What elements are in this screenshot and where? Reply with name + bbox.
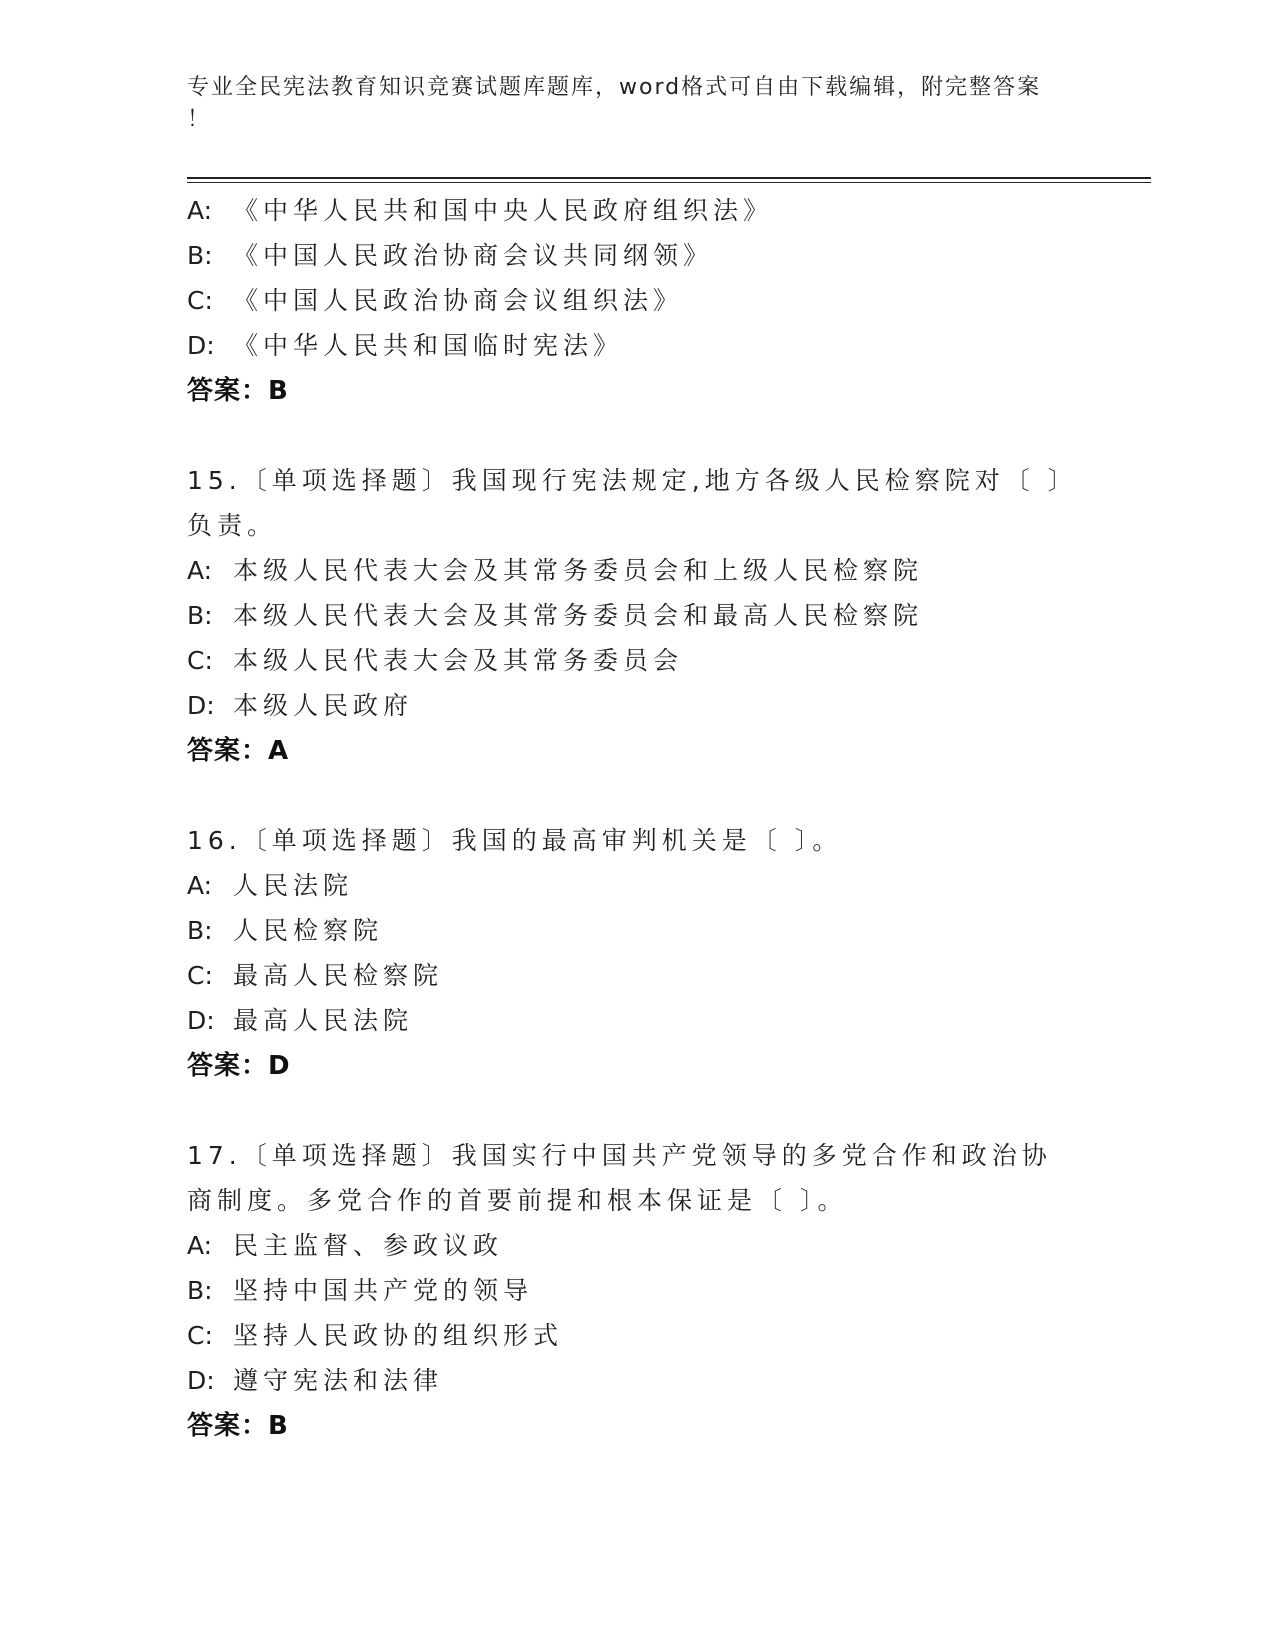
question-block-17	[187, 1133, 1087, 1449]
question-block-16	[187, 818, 1087, 1089]
question-text: 16.〔单项选择题〕我国的最高审判机关是〔 〕。	[187, 826, 843, 855]
header-rule-thick	[187, 177, 1151, 179]
option-text: 《中华人民共和国临时宪法》	[233, 331, 624, 360]
option-a	[187, 1223, 1087, 1268]
option-c	[187, 278, 1087, 323]
question-text: 15.〔单项选择题〕我国现行宪法规定,地方各级人民检察院对〔 〕负责。	[187, 466, 1066, 540]
option-text: 坚持人民政协的组织形式	[233, 1321, 564, 1350]
option-label: B:	[187, 916, 213, 945]
option-text: 最高人民检察院	[233, 961, 444, 990]
header-rule-thin	[187, 182, 1151, 183]
answer-line: 答案：D	[187, 1051, 291, 1081]
answer-line: 答案：B	[187, 1411, 289, 1441]
question-block-15	[187, 458, 1087, 774]
option-label: B:	[187, 241, 213, 270]
option-c	[187, 1313, 1087, 1358]
option-label: A:	[187, 556, 213, 585]
option-d	[187, 998, 1087, 1043]
option-label: C:	[187, 961, 213, 990]
option-b	[187, 908, 1087, 953]
option-b	[187, 1268, 1087, 1313]
option-a	[187, 548, 1087, 593]
option-d	[187, 683, 1087, 728]
option-label: A:	[187, 196, 213, 225]
document-header	[187, 72, 1087, 136]
option-text: 坚持中国共产党的领导	[233, 1276, 534, 1305]
option-text: 《中华人民共和国中央人民政府组织法》	[233, 196, 774, 225]
option-text: 本级人民代表大会及其常务委员会和最高人民检察院	[233, 601, 924, 630]
option-text: 遵守宪法和法律	[233, 1366, 444, 1395]
option-c	[187, 638, 1087, 683]
option-text: 本级人民代表大会及其常务委员会和上级人民检察院	[233, 556, 924, 585]
option-a	[187, 188, 1087, 233]
option-text: 《中国人民政治协商会议组织法》	[233, 286, 684, 315]
header-line-2: ！	[187, 107, 212, 132]
option-label: D:	[187, 1006, 215, 1035]
option-d	[187, 1358, 1087, 1403]
option-label: B:	[187, 1276, 213, 1305]
option-b	[187, 233, 1087, 278]
option-label: C:	[187, 1321, 213, 1350]
question-list	[187, 188, 1087, 1449]
option-label: C:	[187, 646, 213, 675]
answer-line: 答案：B	[187, 376, 289, 406]
option-a	[187, 863, 1087, 908]
option-label: B:	[187, 601, 213, 630]
header-line-1: 专业全民宪法教育知识竞赛试题库题库，word格式可自由下载编辑，附完整答案	[187, 75, 1042, 100]
option-label: D:	[187, 1366, 215, 1395]
option-label: A:	[187, 1231, 213, 1260]
option-label: D:	[187, 331, 215, 360]
option-label: A:	[187, 871, 213, 900]
question-text: 17.〔单项选择题〕我国实行中国共产党领导的多党合作和政治协商制度。多党合作的首要前提和根本保证是〔 〕。	[187, 1141, 1052, 1215]
option-c	[187, 953, 1087, 998]
answer-line: 答案：A	[187, 736, 290, 766]
option-label: C:	[187, 286, 213, 315]
option-text: 民主监督、参政议政	[233, 1231, 504, 1260]
option-text: 本级人民代表大会及其常务委员会	[233, 646, 684, 675]
option-text: 人民检察院	[233, 916, 384, 945]
question-block-14	[187, 188, 1087, 414]
option-d	[187, 323, 1087, 368]
option-text: 本级人民政府	[233, 691, 414, 720]
option-text: 《中国人民政治协商会议共同纲领》	[233, 241, 714, 270]
option-text: 人民法院	[233, 871, 354, 900]
option-b	[187, 593, 1087, 638]
option-label: D:	[187, 691, 215, 720]
option-text: 最高人民法院	[233, 1006, 414, 1035]
